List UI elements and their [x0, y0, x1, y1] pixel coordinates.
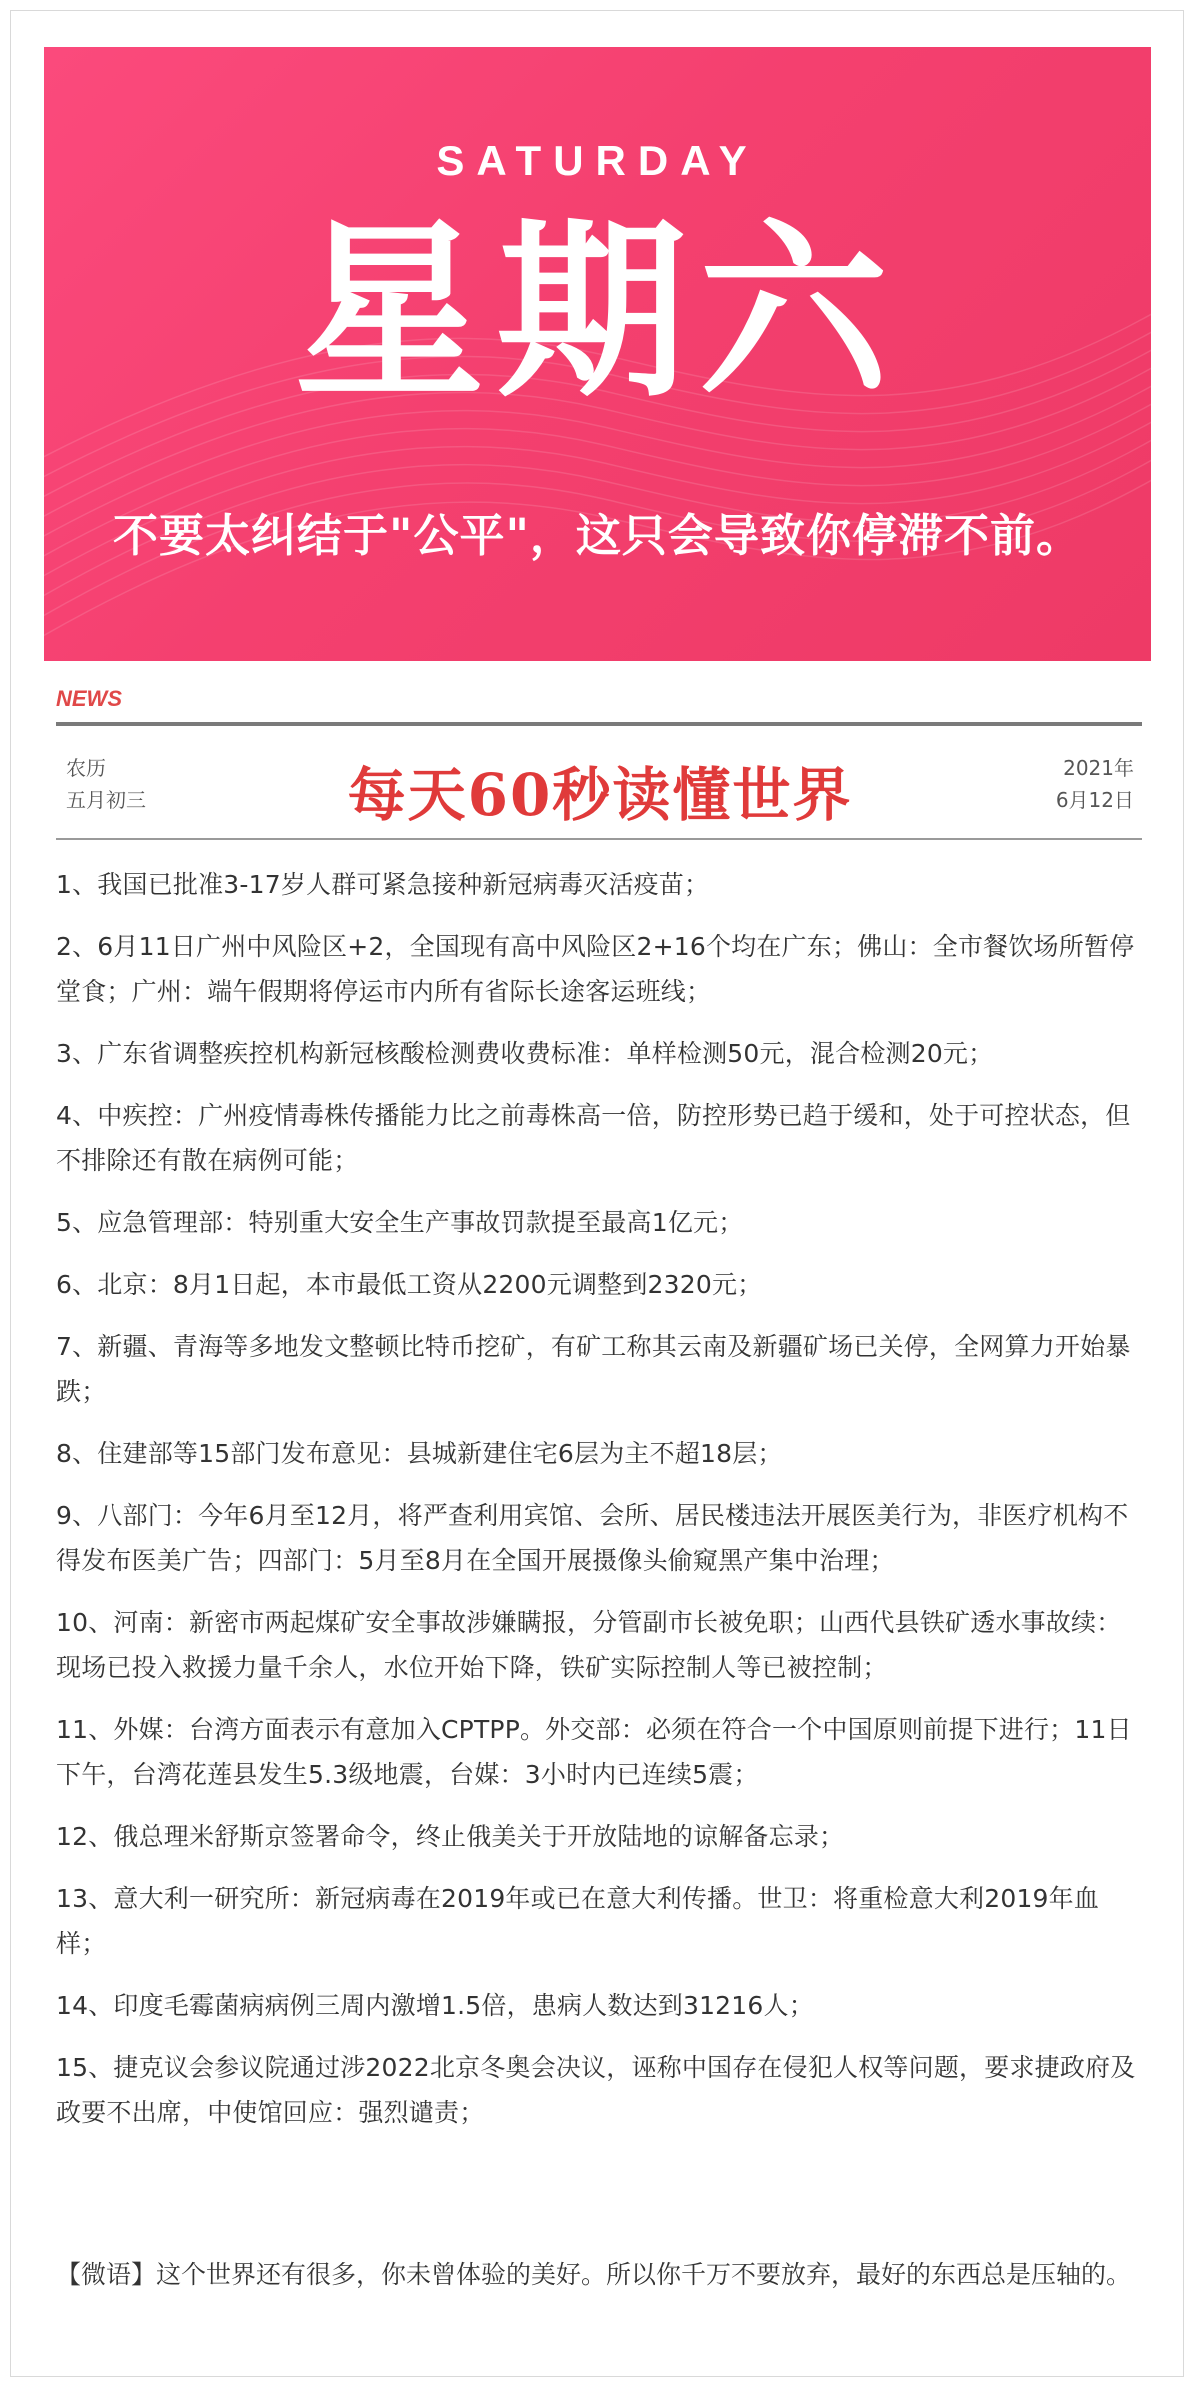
lunar-date: 五月初三 [66, 788, 146, 812]
motto-text: 不要太纠结于"公平"，这只会导致你停滞不前。 [113, 509, 1082, 562]
header-rule-bottom [56, 838, 1142, 840]
news-list [56, 862, 1142, 2152]
news-item: 11、外媒：台湾方面表示有意加入CPTPP。外交部：必须在符合一个中国原则前提下进行；11日下午，台湾花莲县发生5.3级地震，台媒：3小时内已连续5震； [56, 1715, 1132, 1789]
lunar-calendar-label: 农历 [66, 756, 106, 780]
news-item: 7、新疆、青海等多地发文整顿比特币挖矿，有矿工称其云南及新疆矿场已关停，全网算力开始暴跌； [56, 1332, 1131, 1406]
news-tag: NEWS [56, 686, 122, 711]
weekday-english: SATURDAY [436, 137, 759, 184]
news-item: 2、6月11日广州中风险区+2，全国现有高中风险区2+16个均在广东；佛山：全市餐饮场所暂停堂食；广州：端午假期将停运市内所有省际长途客运班线； [56, 932, 1135, 1006]
date-year: 2021年 [1063, 756, 1134, 780]
news-item: 14、印度毛霉菌病病例三周内激增1.5倍，患病人数达到31216人； [56, 1991, 814, 2020]
news-item: 5、应急管理部：特别重大安全生产事故罚款提至最高1亿元； [56, 1208, 744, 1237]
news-item: 15、捷克议会参议院通过涉2022北京冬奥会决议，诬称中国存在侵犯人权等问题，要求捷政府及政要不出席，中使馆回应：强烈谴责； [56, 2053, 1136, 2127]
date-month-day: 6月12日 [1055, 788, 1134, 812]
closing-quote: 【微语】这个世界还有很多，你未曾体验的美好。所以你千万不要放弃，最好的东西总是压轴的。 [56, 2260, 1132, 2289]
news-item: 10、河南：新密市两起煤矿安全事故涉嫌瞒报，分管副市长被免职；山西代县铁矿透水事故续：现场已投入救援力量千余人，水位开始下降，铁矿实际控制人等已被控制； [56, 1608, 1122, 1682]
header-rule-top [56, 722, 1142, 726]
news-item: 13、意大利一研究所：新冠病毒在2019年或已在意大利传播。世卫：将重检意大利2019年血样； [56, 1884, 1100, 1958]
news-item: 8、住建部等15部门发布意见：县城新建住宅6层为主不超18层； [56, 1439, 783, 1468]
weekday-banner [44, 47, 1151, 661]
news-item: 4、中疾控：广州疫情毒株传播能力比之前毒株高一倍，防控形势已趋于缓和，处于可控状态，但不排除还有散在病例可能； [56, 1101, 1131, 1175]
news-item: 3、广东省调整疾控机构新冠核酸检测费收费标准：单样检测50元，混合检测20元； [56, 1039, 994, 1068]
weekday-chinese: 星期六 [294, 200, 901, 423]
news-item: 12、俄总理米舒斯京签署命令，终止俄美关于开放陆地的谅解备忘录； [56, 1822, 845, 1851]
masthead-title: 每天60秒读懂世界 [347, 761, 853, 829]
news-item: 1、我国已批准3-17岁人群可紧急接种新冠病毒灭活疫苗； [56, 870, 710, 899]
news-item: 6、北京：8月1日起，本市最低工资从2200元调整到2320元； [56, 1270, 763, 1299]
news-item: 9、八部门：今年6月至12月，将严查利用宾馆、会所、居民楼违法开展医美行为，非医疗机构不得发布医美广告；四部门：5月至8月在全国开展摄像头偷窥黑产集中治理； [56, 1501, 1129, 1575]
